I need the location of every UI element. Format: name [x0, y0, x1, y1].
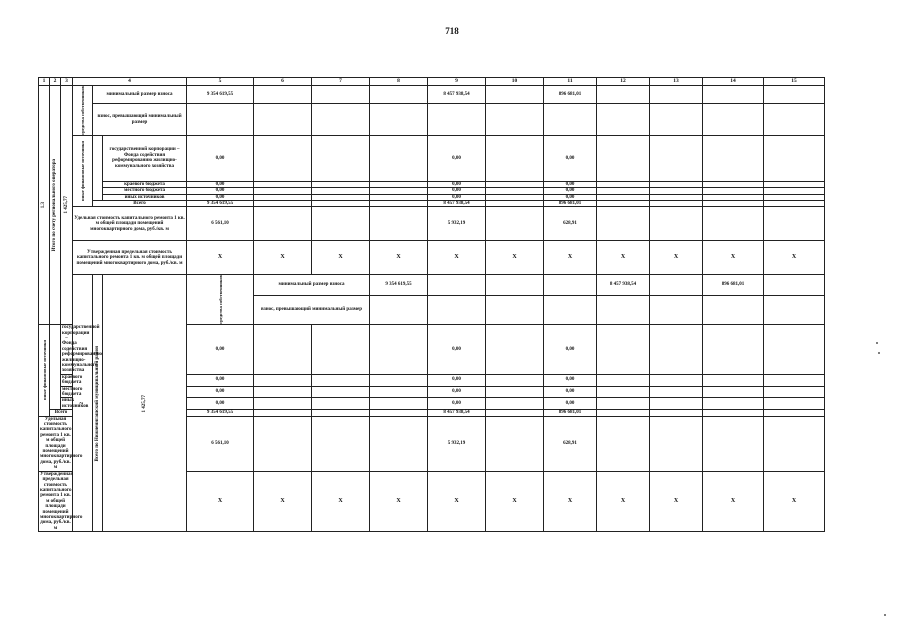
- value-cell: 896 681,01: [544, 410, 597, 416]
- col-header: 12: [597, 78, 650, 86]
- row-label: Утвержденная предельная стоимость капитального ремонта 1 кв. м общей площади помещений многоквартирного дома, руб./кв. м: [40, 471, 83, 531]
- value-cell: 628,91: [544, 207, 597, 241]
- value-cell: 0,00: [187, 374, 254, 386]
- section-area: 1 425,77: [61, 86, 73, 325]
- col-header: 5: [187, 78, 254, 86]
- row-label: государственной корпорации – Фонда содействия реформированию жилищно-коммунального хозяйства: [62, 325, 102, 374]
- table-row: [39, 135, 825, 181]
- x-mark: X: [370, 241, 428, 275]
- x-mark: X: [254, 471, 312, 531]
- row-label: иных источников: [62, 398, 89, 409]
- row-label: местного бюджета: [103, 188, 187, 194]
- value-cell: 0,00: [544, 398, 597, 410]
- x-mark: X: [312, 471, 370, 531]
- value-cell: 0,00: [544, 325, 597, 375]
- fund-owners-group: средства собственников: [73, 86, 93, 136]
- x-mark: X: [597, 471, 650, 531]
- x-mark: X: [764, 471, 825, 531]
- table-row: [39, 275, 825, 296]
- fund-owners-group: средства собственников: [187, 275, 254, 325]
- col-header: 1: [39, 78, 50, 86]
- row-label: взнос, превышающий минимальный размер: [254, 295, 370, 324]
- col-header: 14: [703, 78, 764, 86]
- value-cell: 8 457 938,54: [597, 275, 650, 296]
- x-mark: X: [370, 471, 428, 531]
- x-mark: X: [187, 241, 254, 275]
- col-header: 11: [544, 78, 597, 86]
- x-mark: X: [703, 471, 764, 531]
- value-cell: 0,00: [544, 188, 597, 194]
- value-cell: 0,00: [187, 194, 254, 200]
- value-cell: 0,00: [187, 188, 254, 194]
- value-cell: 8 457 938,54: [428, 200, 486, 206]
- x-mark: X: [544, 241, 597, 275]
- value-cell: 6 561,10: [187, 416, 254, 471]
- row-label: краевого бюджета: [103, 181, 187, 187]
- row-label: государственной корпорации – Фонда содействия реформированию жилищно-коммунального хозяйства: [103, 135, 187, 181]
- value-cell: 896 681,01: [544, 200, 597, 206]
- value-cell: 0,00: [544, 181, 597, 187]
- value-cell: 8 457 938,54: [428, 410, 486, 416]
- row-label: минимальный размер взноса: [93, 86, 187, 104]
- table-row: [39, 241, 825, 275]
- value-cell: 9 354 619,55: [187, 200, 254, 206]
- table-row: [39, 207, 825, 241]
- value-cell: 9 354 619,55: [370, 275, 428, 296]
- x-mark: X: [650, 471, 703, 531]
- value-cell: 896 681,01: [703, 275, 764, 296]
- value-cell: 0,00: [428, 181, 486, 187]
- value-cell: 628,91: [544, 416, 597, 471]
- col-header: 7: [312, 78, 370, 86]
- value-cell: 0,00: [187, 398, 254, 410]
- fund-other-group: иные финансовые источники: [73, 135, 93, 207]
- col-header: 2: [50, 78, 61, 86]
- scan-speck: [878, 352, 880, 354]
- x-mark: X: [428, 241, 486, 275]
- value-cell: 0,00: [187, 386, 254, 398]
- row-label: краевого бюджета: [62, 374, 83, 386]
- row-label: Всего: [93, 200, 187, 206]
- col-header: 9: [428, 78, 486, 86]
- row-label: Утвержденная предельная стоимость капитального ремонта 1 кв. м общей площади помещений многоквартирного дома, руб./кв. м: [73, 241, 187, 275]
- value-cell: 6 561,10: [187, 207, 254, 241]
- x-mark: X: [486, 241, 544, 275]
- col-header: 8: [370, 78, 428, 86]
- row-label: Удельная стоимость капитального ремонта 1 кв. м общей площади помещений многоквартирного дома, руб./кв. м: [40, 416, 83, 471]
- value-cell: 5 932,19: [428, 416, 486, 471]
- x-mark: X: [486, 471, 544, 531]
- section-name: Всего по Нижнеингашский муниципальный район: [93, 275, 103, 532]
- col-header: 15: [764, 78, 825, 86]
- x-mark: X: [764, 241, 825, 275]
- row-label: Удельная стоимость капитального ремонта 1 кв. м общей площади помещений многоквартирного дома, руб./кв. м: [73, 207, 187, 241]
- value-cell: 9 354 619,55: [187, 410, 254, 416]
- value-cell: 0,00: [428, 135, 486, 181]
- row-label: Всего: [50, 410, 73, 416]
- section-area: 1 425,77: [103, 275, 187, 532]
- value-cell: 0,00: [428, 386, 486, 398]
- section-number: 2: [73, 275, 93, 532]
- section-number: 1.3: [39, 86, 50, 325]
- x-mark: X: [703, 241, 764, 275]
- row-label: местного бюджета: [62, 386, 83, 397]
- row-label: минимальный размер взноса: [254, 275, 370, 296]
- value-cell: 0,00: [428, 188, 486, 194]
- table-row: [39, 86, 825, 104]
- x-mark: X: [312, 241, 370, 275]
- x-mark: X: [544, 471, 597, 531]
- col-header: 4: [73, 78, 187, 86]
- col-header: 13: [650, 78, 703, 86]
- value-cell: 5 932,19: [428, 207, 486, 241]
- section-name: Итого по счету регионального оператора: [50, 86, 61, 325]
- value-cell: 0,00: [428, 194, 486, 200]
- x-mark: X: [187, 471, 254, 531]
- value-cell: 0,00: [544, 194, 597, 200]
- scan-speck: [876, 342, 878, 344]
- capital-repair-table: [38, 77, 825, 532]
- page-number: 718: [445, 26, 459, 36]
- col-header: 6: [254, 78, 312, 86]
- x-mark: X: [597, 241, 650, 275]
- value-cell: 0,00: [187, 325, 254, 375]
- value-cell: 0,00: [428, 374, 486, 386]
- value-cell: 0,00: [428, 398, 486, 410]
- x-mark: X: [254, 241, 312, 275]
- value-cell: 9 354 619,55: [187, 86, 254, 104]
- x-mark: X: [428, 471, 486, 531]
- fund-other-group: иные финансовые источники: [39, 325, 50, 417]
- col-header: 3: [61, 78, 73, 86]
- value-cell: 0,00: [187, 181, 254, 187]
- value-cell: 0,00: [544, 386, 597, 398]
- value-cell: 0,00: [544, 374, 597, 386]
- row-label: иных источников: [103, 194, 187, 200]
- value-cell: 0,00: [428, 325, 486, 375]
- column-numbers-row: [39, 78, 825, 86]
- scan-speck: [884, 614, 886, 616]
- value-cell: 0,00: [187, 135, 254, 181]
- row-label: взнос, превышающий минимальный размер: [93, 104, 187, 135]
- col-header: 10: [486, 78, 544, 86]
- x-mark: X: [650, 241, 703, 275]
- table-row: [39, 104, 825, 135]
- value-cell: 0,00: [544, 135, 597, 181]
- value-cell: 8 457 938,54: [428, 86, 486, 104]
- value-cell: 896 681,01: [544, 86, 597, 104]
